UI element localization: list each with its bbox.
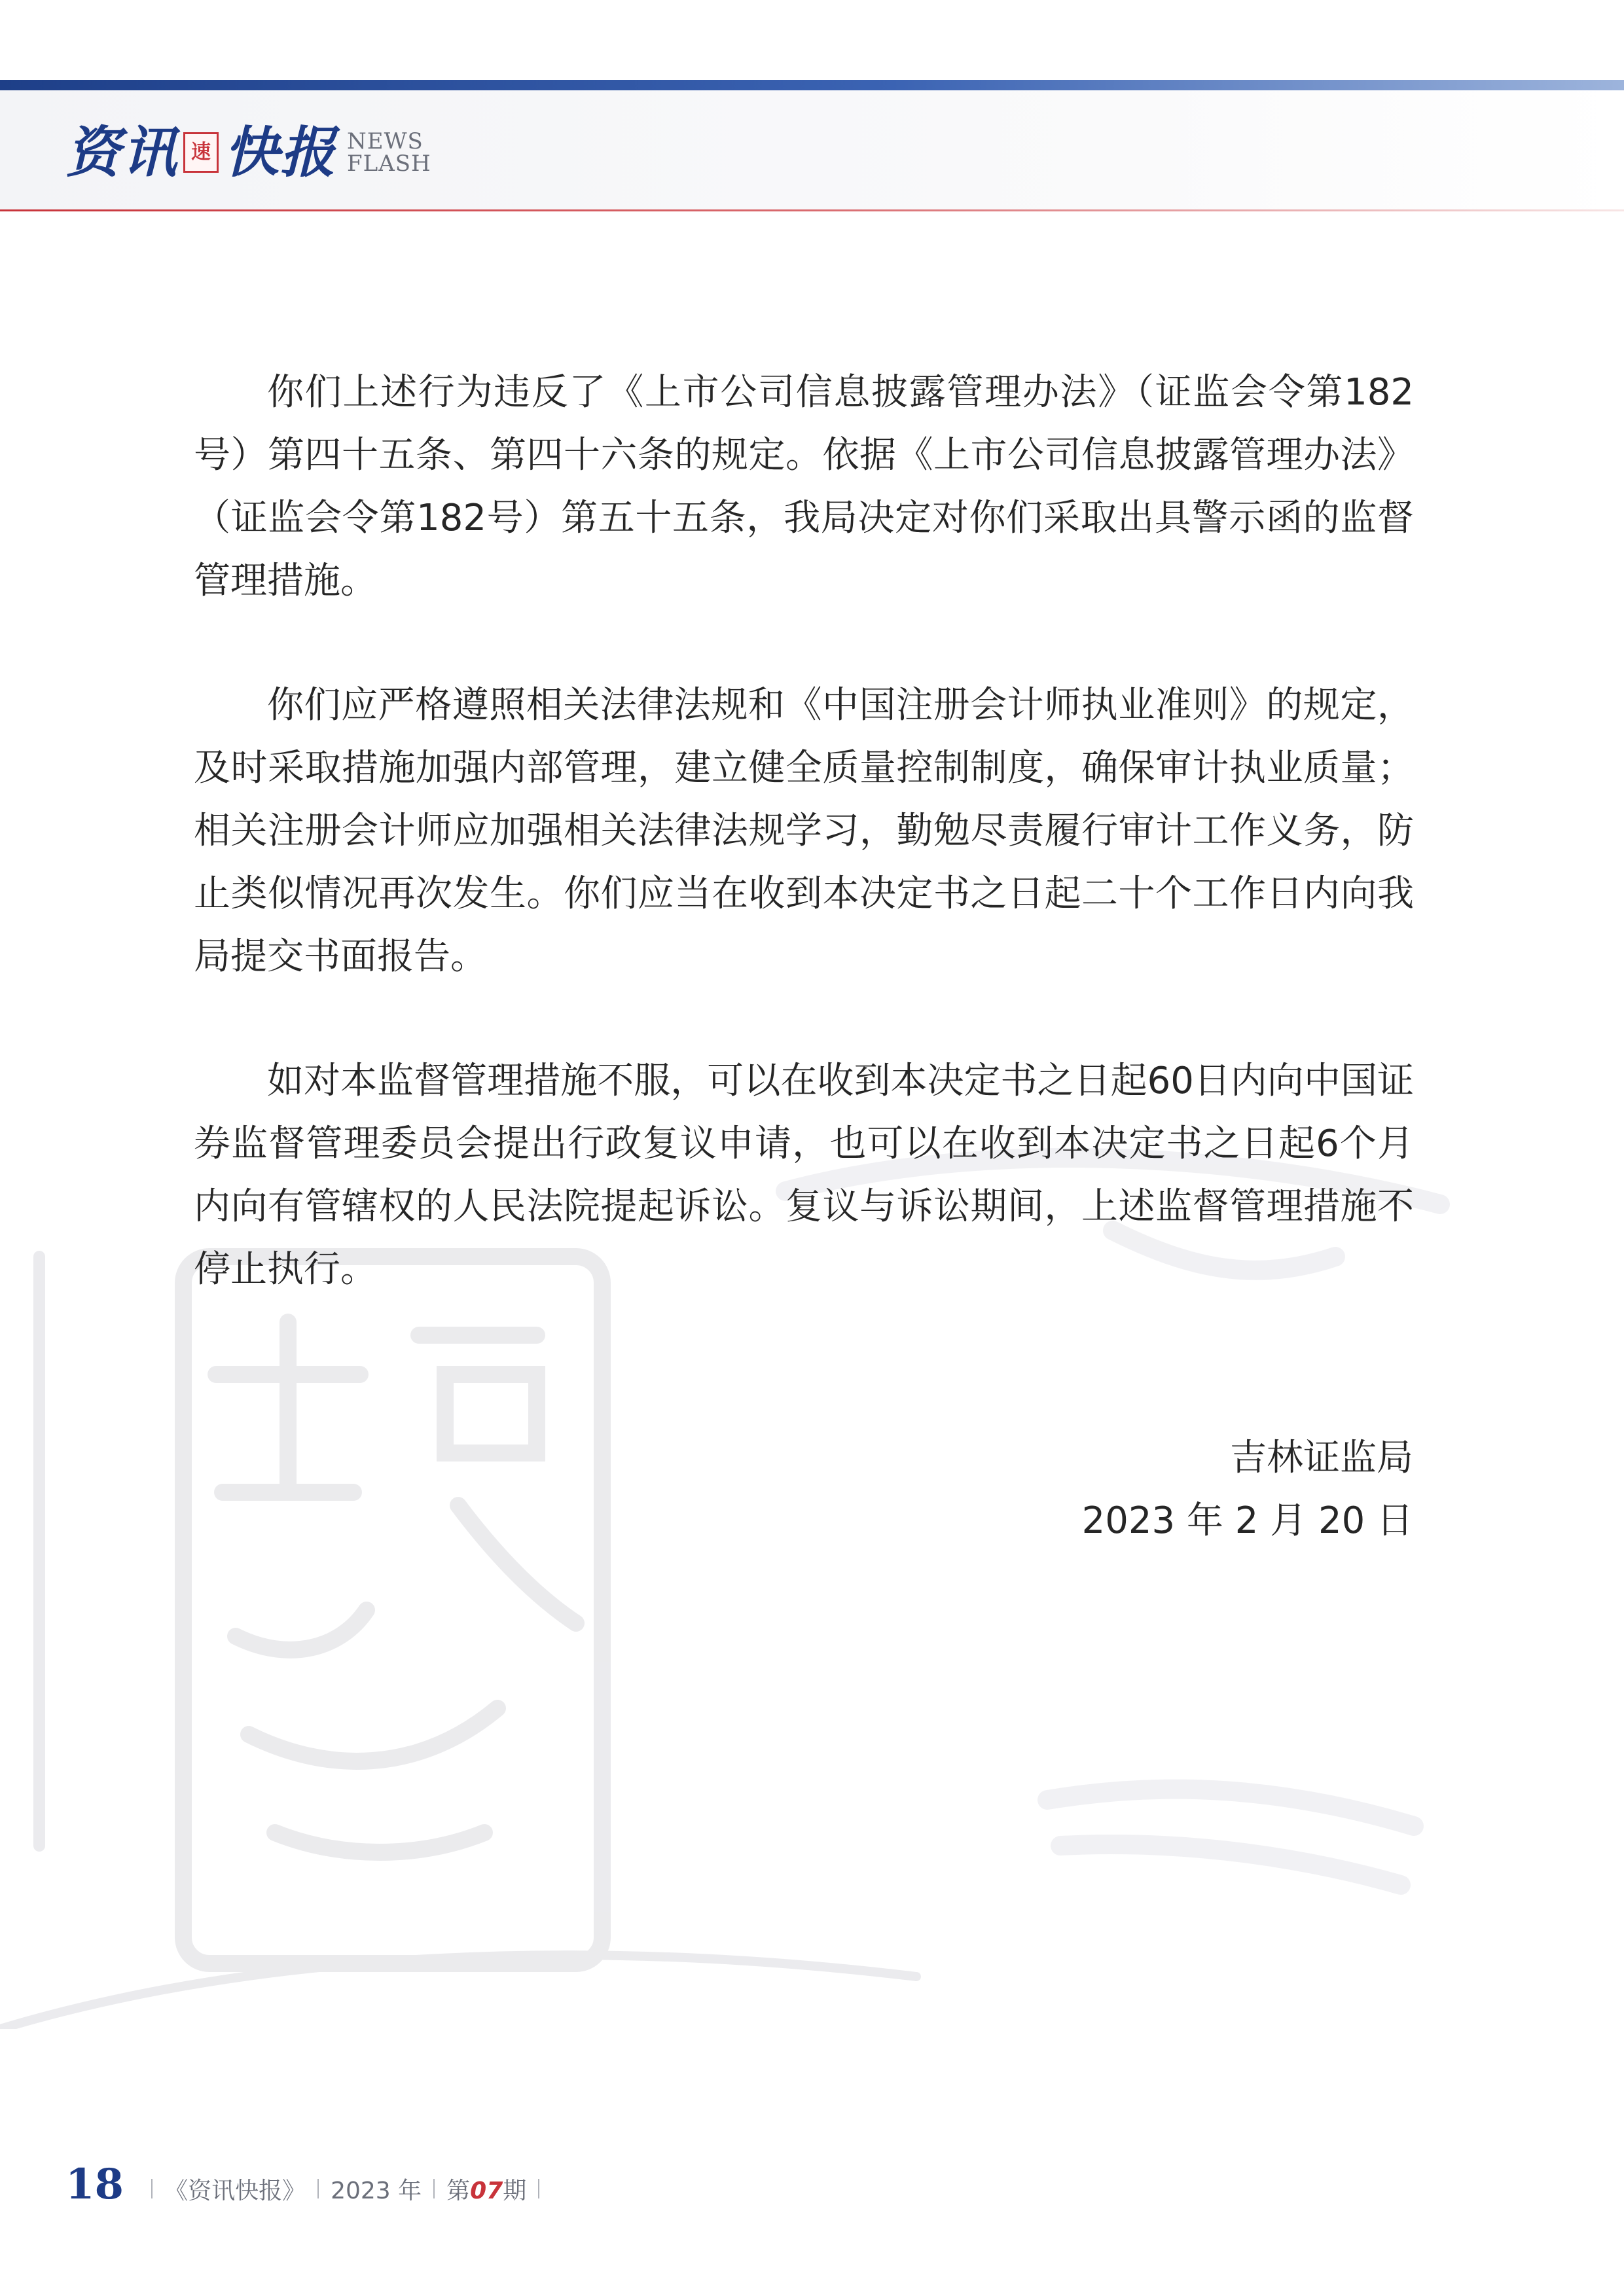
brand-english-line2: FLASH	[347, 151, 431, 177]
footer-issue-suffix: 期	[503, 2178, 527, 2204]
body-paragraph-3: 如对本监督管理措施不服，可以在收到本决定书之日起60日内向中国证券监督管理委员会提出行政复议申请，也可以在收到本决定书之日起6个月内向有管辖权的人民法院提起诉讼。复议与诉讼期间，上述监督管理措施不停止执行。	[194, 1060, 1414, 1291]
body-paragraph-2: 你们应严格遵照相关法律法规和《中国注册会计师执业准则》的规定，及时采取措施加强内部管理，建立健全质量控制制度，确保审计执业质量；相关注册会计师应加强相关法律法规学习，勤勉尽责履行审计工作义务，防止类似情况再次发生。你们应当在收到本决定书之日起二十个工作日内向我局提交书面报告。	[194, 684, 1414, 978]
brand-english	[347, 130, 431, 175]
signature-block	[824, 1427, 1413, 1552]
page-number: 18	[65, 2160, 124, 2209]
footer-separator	[538, 2179, 539, 2198]
brand-english-line1: NEWS	[347, 128, 424, 154]
footer-year: 2023 年	[331, 2178, 422, 2204]
header-divider	[0, 209, 1624, 211]
brand-seal-icon: 速	[183, 132, 219, 173]
signature-date: 2023 年 2 月 20 日	[1081, 1499, 1413, 1542]
brand-title-left: 资讯	[65, 120, 179, 185]
notice-body	[194, 361, 1414, 1363]
page-footer	[65, 2160, 551, 2212]
footer-issue-number: 07	[470, 2178, 503, 2204]
signature-org: 吉林证监局	[1230, 1437, 1413, 1479]
body-paragraph-1: 你们上述行为违反了《上市公司信息披露管理办法》（证监会令第182号）第四十五条、第四十六条的规定。依据《上市公司信息披露管理办法》（证监会令第182号）第五十五条，我局决定对你们采取出具警示函的监督管理措施。	[194, 371, 1414, 602]
footer-separator	[317, 2179, 319, 2198]
footer-separator	[433, 2179, 435, 2198]
brand-logo	[65, 117, 431, 188]
footer-publication: 《资讯快报》	[164, 2178, 306, 2204]
brand-title-right: 快报	[224, 120, 337, 185]
footer-separator	[151, 2179, 153, 2198]
footer-issue-prefix: 第	[446, 2178, 471, 2204]
header-top-band	[0, 80, 1624, 90]
